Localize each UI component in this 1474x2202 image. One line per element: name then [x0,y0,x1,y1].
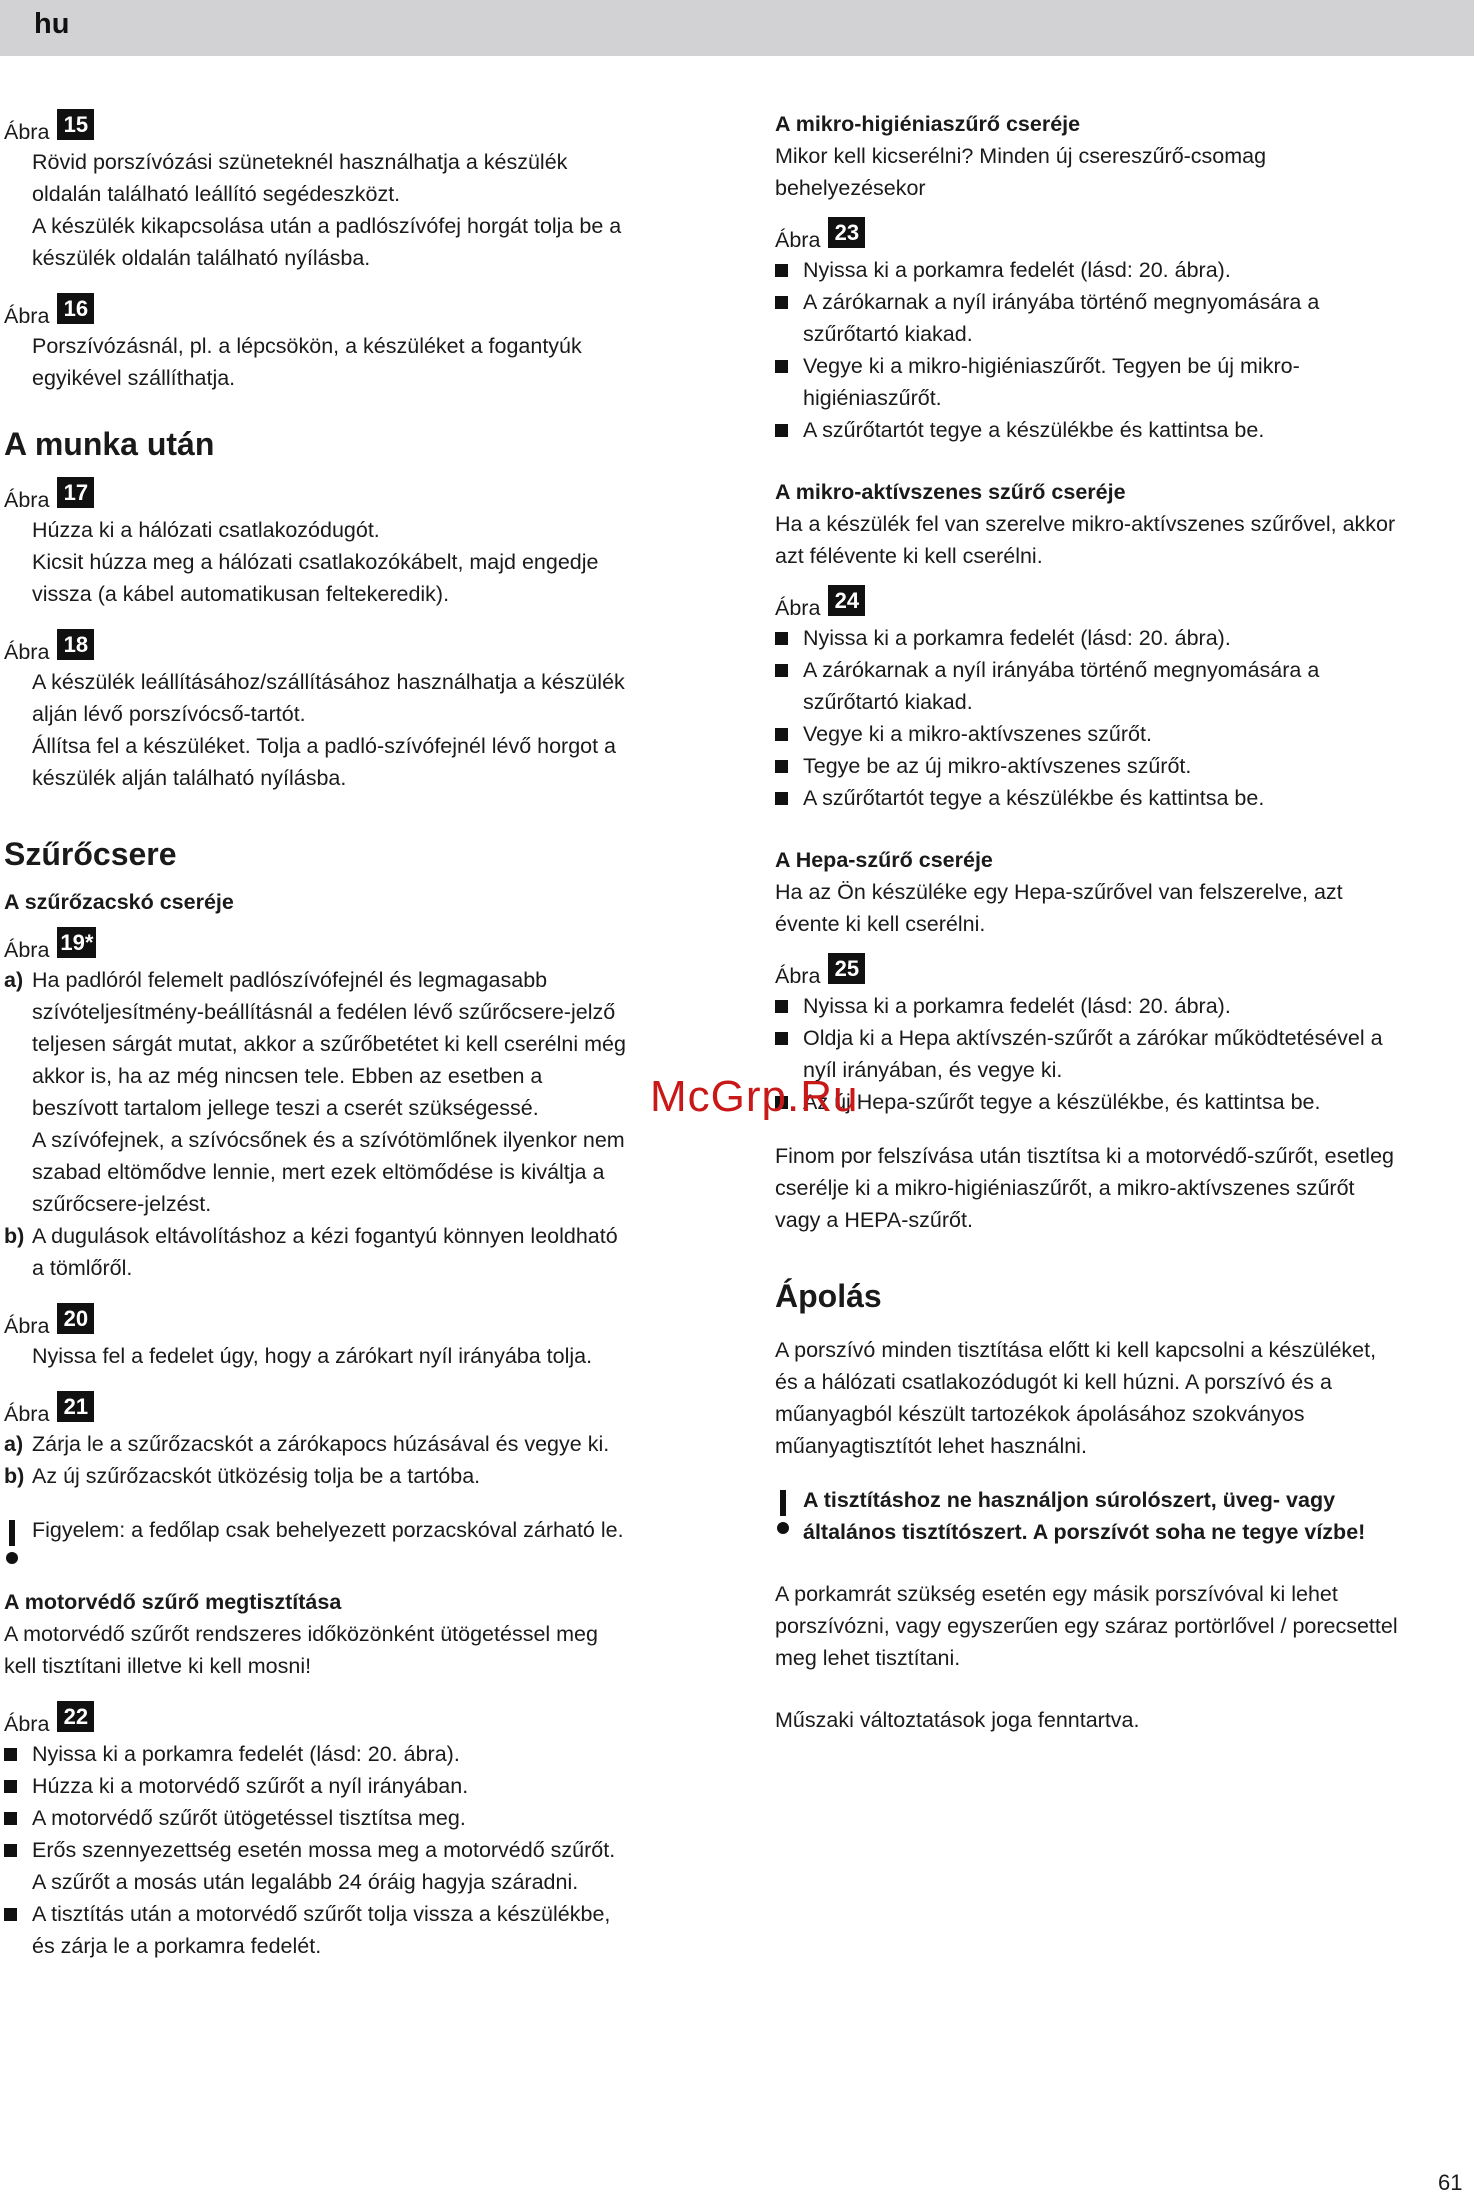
bullet-square-icon [775,622,803,654]
exclamation-icon [775,1484,803,1548]
bullet-square-icon [4,1898,32,1962]
text-line: műanyagból készült tartozékok ápolásához szokványos [775,1402,1305,1426]
text-line: A motorvédő szűrőt rendszeres időközönként ütögetéssel meg [4,1622,598,1646]
figure-number: 25 [828,953,865,984]
text-line: egyikével szállíthatja. [32,366,236,390]
text-line: cserélje ki a mikro-higiéniaszűrőt, a mikro-aktívszenes szűrőt [775,1176,1355,1200]
list-item: Nyissa ki a porkamra fedelét (lásd: 20. ábra). [775,622,1465,654]
figure-label-18: Ábra 18 [4,628,704,666]
bullet-square-icon [4,1802,32,1834]
list-item: Tegye be az új mikro-aktívszenes szűrőt. [775,750,1465,782]
item-a: a) Zárja le a szűrőzacskót a zárókapocs húzásával és vegye ki. [4,1432,610,1456]
text-line: A porkamrát szükség esetén egy másik porszívóval ki lehet [775,1582,1338,1606]
list-item: Erős szennyezettség esetén mossa meg a motorvédő szűrőt. A szűrőt a mosás után legalább 24 óráig hagyja száradni. [4,1834,704,1898]
text-line: és a hálózati csatlakozódugót ki kell húzni. A porszívó és a [775,1370,1332,1394]
text-line: Mikor kell kicserélni? Minden új csereszűrő-csomag [775,144,1267,168]
text-line: alján lévő porszívócső-tartót. [32,702,306,726]
text-line: műanyagtisztítót lehet használni. [775,1434,1087,1458]
bullet-square-icon [775,990,803,1022]
bullet-square-icon [775,414,803,446]
text-line: Nyissa fel a fedelet úgy, hogy a zárókart nyíl irányába tolja. [32,1344,593,1368]
text-line: Állítsa fel a készüléket. Tolja a padló-szívófejnél lévő horgot a [32,734,617,758]
figure-number: 15 [57,109,94,140]
text-line: készülék oldalán található nyílásba. [32,246,371,270]
figure-number: 19* [57,927,96,958]
figure-number: 21 [57,1391,94,1422]
heading-motorvedo-szuro: A motorvédő szűrő megtisztítása [4,1590,342,1614]
warning-note: Figyelem: a fedőlap csak behelyezett porzacskóval zárható le. [4,1514,704,1546]
text-line: kell tisztítani illetve ki kell mosni! [4,1654,312,1678]
text-line: Műszaki változtatások joga fenntartva. [775,1708,1140,1732]
figure-number: 24 [828,585,865,616]
bullet-square-icon [4,1834,32,1898]
figure-label-22: Ábra 22 [4,1700,704,1738]
list-item: Vegye ki a mikro-higiéniaszűrőt. Tegyen be új mikro- higiéniaszűrőt. [775,350,1465,414]
heading-szurocsere: Szűrőcsere [4,836,177,872]
figure-number: 17 [57,477,94,508]
heading-szurozacsko-csereje: A szűrőzacskó cseréje [4,890,234,914]
text-line: Porszívózásnál, pl. a lépcsökön, a készüléket a fogantyúk [32,334,582,358]
list-item: Vegye ki a mikro-aktívszenes szűrőt. [775,718,1465,750]
heading-a-munka-utan: A munka után [4,426,215,462]
figure-label-19: Ábra 19* [4,926,704,964]
list-item: Nyissa ki a porkamra fedelét (lásd: 20. ábra). [775,990,1465,1022]
text-line: oldalán található leállító segédeszközt. [32,182,401,206]
right-column [775,108,1465,1736]
left-column [4,108,704,1962]
list-item: A szűrőtartót tegye a készülékbe és kattintsa be. [775,414,1465,446]
bullet-square-icon [775,654,803,718]
text-line: Rövid porszívózási szüneteknél használhatja a készülék [32,150,568,174]
heading-mikro-higienia: A mikro-higiéniaszűrő cseréje [775,112,1081,136]
item-a: a) Ha padlóról felemelt padlószívófejnél és legmagasabb szívóteljesítmény-beállításnál a fedélen lévő szűrőcsere-jelző teljesen sárgát mutat, akkor a szűrőbetétet ki kell cserélni még akkor is, ha az még nincsen tele. Ebben az esetben a beszívott tartalom jellege teszi a cserét szükségessé. A szívófejnek, a szívócsőnek és a szívótömlőnek ilyenkor nem szabad eltömődve lennie, mert ezek eltömődése is kiváltja a szűrőcsere-jelzést. [4,968,626,1216]
language-code: hu [34,8,70,40]
bullet-square-icon [775,286,803,350]
heading-hepa: A Hepa-szűrő cseréje [775,848,993,872]
item-b: b) A dugulások eltávolításhoz a kézi fogantyú könnyen leoldható a tömlőről. [4,1224,618,1280]
figure-label-25: Ábra 25 [775,952,1465,990]
warning-note: A tisztításhoz ne használjon súrolószert, üveg- vagy általános tisztítószert. A porszívót soha ne tegye vízbe! [775,1484,1465,1548]
language-header-bar [0,0,1474,56]
bullet-square-icon [4,1770,32,1802]
list-item: A zárókarnak a nyíl irányába történő megnyomására a szűrőtartó kiakad. [775,654,1465,718]
item-b: b) Az új szűrőzacskót ütközésig tolja be a tartóba. [4,1464,481,1488]
text-line: vagy a HEPA-szűrőt. [775,1208,973,1232]
bullet-square-icon [775,350,803,414]
text-line: Ha a készülék fel van szerelve mikro-aktívszenes szűrővel, akkor [775,512,1396,536]
text-line: évente ki kell cserélni. [775,912,986,936]
figure-label-23: Ábra 23 [775,216,1465,254]
bullet-square-icon [775,718,803,750]
text-line: A készülék kikapcsolása után a padlószívófej horgát tolja be a [32,214,622,238]
figure-number: 16 [57,293,94,324]
figure-number: 23 [828,217,865,248]
figure-label-24: Ábra 24 [775,584,1465,622]
figure-number: 20 [57,1303,94,1334]
text-line: Húzza ki a hálózati csatlakozódugót. [32,518,380,542]
list-item: A motorvédő szűrőt ütögetéssel tisztítsa meg. [4,1802,704,1834]
exclamation-icon [4,1514,32,1546]
figure-label-15: Ábra 15 [4,108,704,146]
list-item: A zárókarnak a nyíl irányába történő megnyomására a szűrőtartó kiakad. [775,286,1465,350]
figure-label-21: Ábra 21 [4,1390,704,1428]
figure-label-20: Ábra 20 [4,1302,704,1340]
heading-apolas: Ápolás [775,1278,882,1314]
figure-label-16: Ábra 16 [4,292,704,330]
page-number: 61 [1438,2170,1463,2195]
list-item: Húzza ki a motorvédő szűrőt a nyíl irányában. [4,1770,704,1802]
text-line: azt félévente ki kell cserélni. [775,544,1043,568]
list-item: A szűrőtartót tegye a készülékbe és kattintsa be. [775,782,1465,814]
text-line: vissza (a kábel automatikusan feltekeredik). [32,582,450,606]
text-line: porszívózni, vagy egyszerűen egy száraz portörlővel / porecsettel [775,1614,1398,1638]
heading-mikro-aktivszenes: A mikro-aktívszenes szűrő cseréje [775,480,1126,504]
text-line: Kicsit húzza meg a hálózati csatlakozókábelt, majd engedje [32,550,599,574]
text-line: A porszívó minden tisztítása előtt ki kell kapcsolni a készüléket, [775,1338,1377,1362]
figure-number: 18 [57,629,94,660]
figure-number: 22 [57,1701,94,1732]
bullet-square-icon [4,1738,32,1770]
figure-label-17: Ábra 17 [4,476,704,514]
text-line: behelyezésekor [775,176,926,200]
bullet-square-icon [775,254,803,286]
bullet-square-icon [775,750,803,782]
list-item: A tisztítás után a motorvédő szűrőt tolja vissza a készülékbe, és zárja le a porkamra fedelét. [4,1898,704,1962]
list-item: Nyissa ki a porkamra fedelét (lásd: 20. ábra). [775,254,1465,286]
text-line: Ha az Ön készüléke egy Hepa-szűrővel van felszerelve, azt [775,880,1343,904]
text-line: készülék alján található nyílásba. [32,766,347,790]
list-item: Oldja ki a Hepa aktívszén-szűrőt a zárókar működtetésével a nyíl irányában, és vegye ki. [775,1022,1465,1086]
text-line: meg lehet tisztítani. [775,1646,961,1670]
bullet-square-icon [775,782,803,814]
text-line: Finom por felszívása után tisztítsa ki a motorvédő-szűrőt, esetleg [775,1144,1394,1168]
list-item: Nyissa ki a porkamra fedelét (lásd: 20. ábra). [4,1738,704,1770]
list-item: Az új Hepa-szűrőt tegye a készülékbe, és kattintsa be. [775,1086,1465,1118]
text-line: A készülék leállításához/szállításához használhatja a készülék [32,670,625,694]
watermark: McGrp.Ru [650,1072,859,1121]
